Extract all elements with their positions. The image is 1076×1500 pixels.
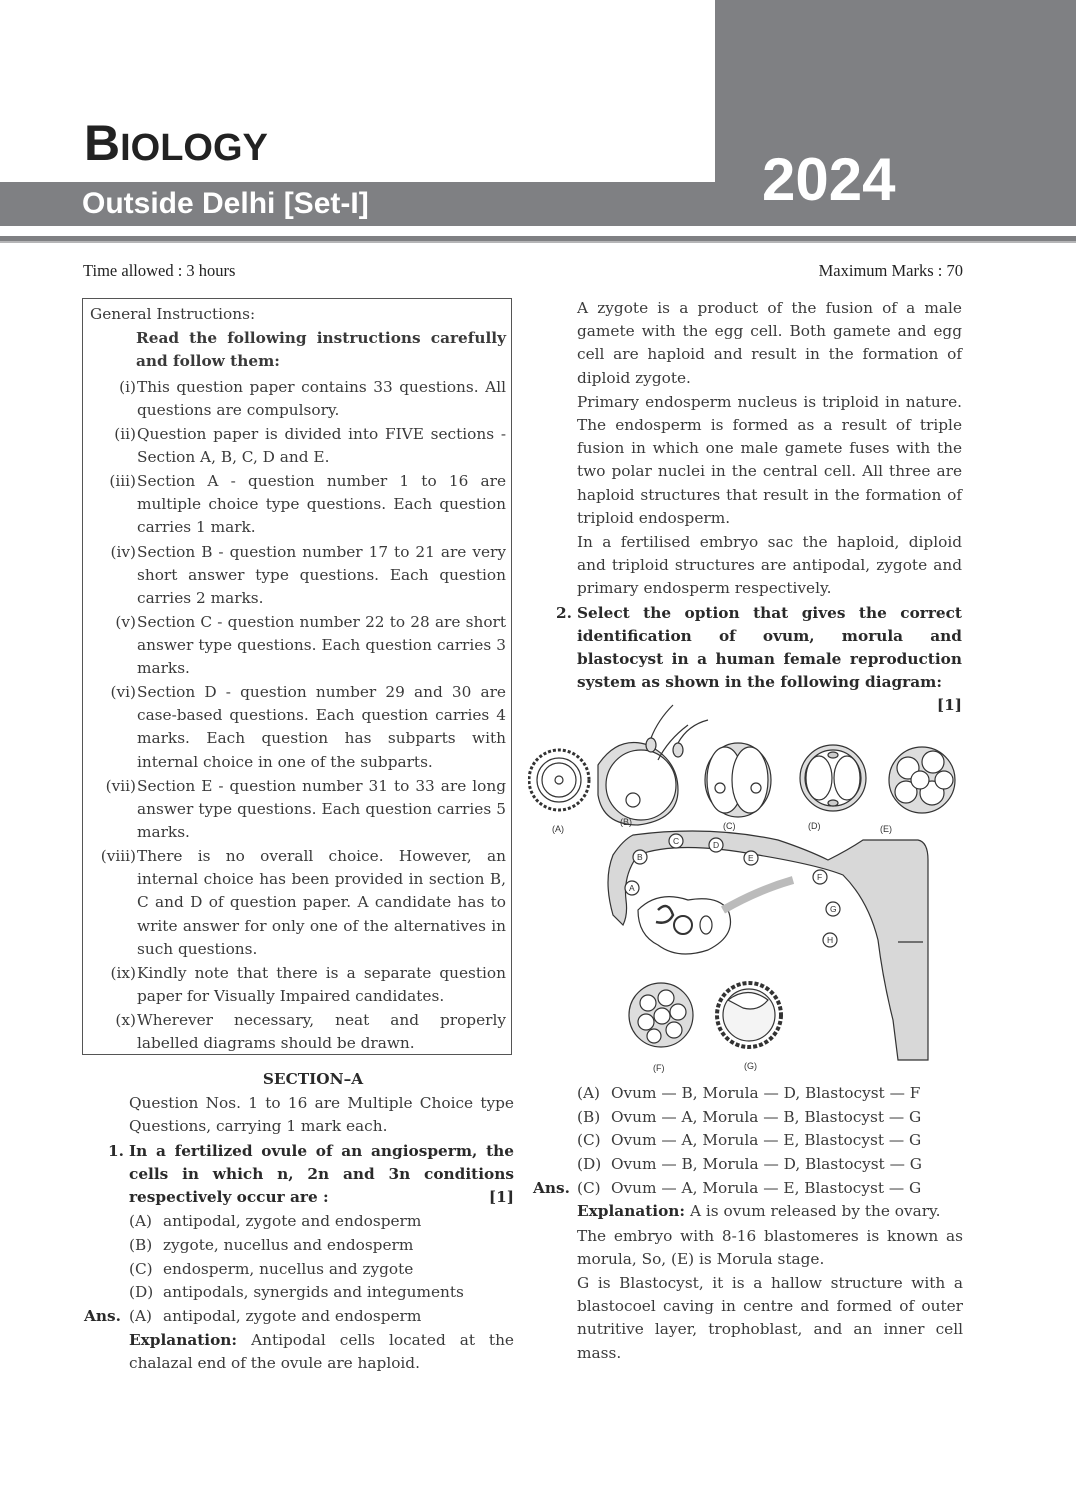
option-text: Ovum — A, Morula — E, Blastocyst — G <box>611 1131 922 1150</box>
instruction-text: Section A - question number 1 to 16 are multiple choice type questions. Each question carries 1 mark. <box>137 472 506 537</box>
instruction-text: Kindly note that there is a separate question paper for Visually Impaired candidates. <box>137 964 506 1006</box>
option-item <box>577 1153 963 1177</box>
instructions-lead: Read the following instructions carefully and follow them: <box>136 329 506 371</box>
option-text: Ovum — B, Morula — D, Blastocyst — G <box>611 1155 922 1174</box>
answer-option-text: antipodal, zygote and endosperm <box>163 1306 422 1325</box>
stage-d-four-cell <box>800 745 866 811</box>
q2-options-area <box>533 1082 963 1365</box>
instruction-number: (iii) <box>109 472 136 490</box>
q2-answer <box>533 1177 963 1201</box>
question-1 <box>82 1140 514 1210</box>
paper-subtitle: Outside Delhi [Set-I] <box>82 187 369 220</box>
instruction-text: Section B - question number 17 to 21 are very short answer type questions. Each question carries 2 marks. <box>137 543 506 608</box>
question-text: In a fertilized ovule of an angiosperm, the cells in which n, 2n and 3n conditions respectively occur are : [1] <box>129 1140 514 1210</box>
instruction-text: This question paper contains 33 questions. All questions are compulsory. <box>137 378 506 420</box>
answer-option-text: Ovum — A, Morula — E, Blastocyst — G <box>611 1178 922 1197</box>
max-marks: Maximum Marks : 70 <box>818 261 963 280</box>
instruction-number: (vii) <box>105 777 136 795</box>
q1-options <box>129 1210 514 1305</box>
option-label: (D) <box>577 1155 602 1174</box>
option-label: (C) <box>577 1131 601 1150</box>
option-item <box>129 1281 514 1305</box>
answer-label: Ans. <box>533 1178 570 1197</box>
option-label: (B) <box>577 1107 601 1126</box>
instruction-number: (v) <box>115 613 136 631</box>
answer-option-label: (C) <box>577 1178 601 1197</box>
option-label: (D) <box>129 1283 154 1302</box>
svg-text:(A): (A) <box>552 824 564 834</box>
option-item <box>129 1258 514 1282</box>
q1-answer <box>82 1305 514 1329</box>
explanation-paragraph: In a fertilised embryo sac the haploid, diploid and triploid structures are antipodal, zygote and primary endosperm respectively. <box>577 533 962 598</box>
svg-text:B: B <box>637 852 643 862</box>
explanation-paragraph: A zygote is a product of the fusion of a male gamete with the egg cell. Both gamete and egg cell are haploid and result in the formation of diploid zygote. <box>577 299 962 387</box>
option-text: Ovum — A, Morula — B, Blastocyst — G <box>611 1107 922 1126</box>
option-item <box>129 1234 514 1258</box>
svg-text:A: A <box>629 883 635 893</box>
stage-c-two-cell <box>705 743 771 817</box>
svg-text:F: F <box>817 872 823 882</box>
instruction-text: Wherever necessary, neat and properly labelled diagrams should be drawn. <box>137 1011 506 1053</box>
paper-year: 2024 <box>762 146 896 213</box>
svg-text:(C): (C) <box>723 821 736 831</box>
instruction-text: Section E - question number 31 to 33 are long answer type questions. Each question carries 5 marks. <box>137 777 506 842</box>
subject-title: BIOLOGY <box>84 115 268 171</box>
option-label: (A) <box>577 1084 600 1102</box>
instruction-number: (ii) <box>114 425 136 443</box>
q2-options <box>577 1082 963 1177</box>
answer-option-label: (A) <box>129 1306 152 1325</box>
instruction-number: (viii) <box>100 847 136 865</box>
instructions-heading: General Instructions: <box>90 305 256 323</box>
option-text: antipodal, zygote and endosperm <box>163 1212 422 1231</box>
instruction-number: (i) <box>119 378 136 396</box>
option-item <box>129 1210 514 1234</box>
stage-e-morula <box>889 747 955 813</box>
option-text: Ovum — B, Morula — D, Blastocyst — F <box>611 1084 921 1102</box>
option-item <box>577 1129 963 1153</box>
instruction-text: Section D - question number 29 and 30 are case-based questions. Each question carries 4 marks. Each question has subparts with internal choice in one of the subparts. <box>137 683 506 771</box>
option-label: (C) <box>129 1259 153 1278</box>
instruction-number: (iv) <box>110 543 136 561</box>
question-marks: [1] <box>488 1188 514 1207</box>
instruction-text: There is no overall choice. However, an internal choice has been provided in section B, C and D of question paper. A candidate has to write answer for only one of the alternatives in such questions. <box>137 847 506 958</box>
svg-text:(D): (D) <box>808 821 821 831</box>
instruction-text: Question paper is divided into FIVE sections - Section A, B, C, D and E. <box>137 425 506 467</box>
stage-b-fertilization <box>598 705 708 825</box>
question-marks: [1] <box>936 696 962 715</box>
answer-label: Ans. <box>84 1306 121 1325</box>
q1-explanation: Explanation: Antipodal cells located at the chalazal end of the ovule are haploid. <box>129 1330 514 1372</box>
section-a <box>82 1068 514 1375</box>
instruction-text: Section C - question number 22 to 28 are short answer type questions. Each question carries 3 marks. <box>137 613 506 678</box>
svg-text:E: E <box>748 853 754 863</box>
general-instructions-box <box>82 298 512 1055</box>
svg-text:D: D <box>713 840 720 850</box>
option-text: antipodals, synergids and integuments <box>163 1283 464 1302</box>
svg-text:(G): (G) <box>744 1061 757 1071</box>
q2-explanation: Explanation: A is ovum released by the ovary. The embryo with 8-16 blastomeres is known as morula, So, (E) is Morula stage. G is Blastocyst, it is a hallow structure with a blastocoel caving in centre and formed of outer nutritive layer, trophoblast, and an inner cell mass. <box>577 1200 963 1364</box>
explanation-paragraph: G is Blastocyst, it is a hallow structure with a blastocoel caving in centre and formed of outer nutritive layer, trophoblast, and an inner cell mass. <box>577 1274 963 1362</box>
svg-text:(F): (F) <box>653 1063 665 1073</box>
option-item <box>577 1106 963 1130</box>
stage-f-cluster <box>629 983 693 1047</box>
stage-a-ovum <box>529 750 589 810</box>
option-text: zygote, nucellus and endosperm <box>163 1235 414 1254</box>
svg-text:H: H <box>827 935 834 945</box>
svg-text:C: C <box>673 836 680 846</box>
question-2 <box>556 602 962 715</box>
svg-text:(B): (B) <box>620 817 632 827</box>
stage-g-blastocyst <box>717 983 781 1047</box>
option-label: (A) <box>129 1212 152 1231</box>
reproductive-system-diagram <box>528 700 973 1080</box>
svg-text:G: G <box>830 904 837 914</box>
explanation-paragraph: Primary endosperm nucleus is triploid in nature. The endosperm is formed as a result of triple fusion in which one male gamete fuses with the two polar nuclei in the central cell. All three are haploid structures that result in the formation of triploid endosperm. <box>577 392 962 527</box>
section-intro: Question Nos. 1 to 16 are Multiple Choice type Questions, carrying 1 mark each. <box>129 1094 514 1136</box>
question-number: 1. <box>108 1141 124 1160</box>
section-title: SECTION–A <box>262 1070 364 1088</box>
header-rule-light <box>0 241 1076 243</box>
instruction-number: (vi) <box>110 683 136 701</box>
q1-explanation-continued <box>556 297 962 718</box>
svg-text:(E): (E) <box>880 824 892 834</box>
question-number: 2. <box>556 603 572 622</box>
option-label: (B) <box>129 1235 153 1254</box>
explanation-paragraph: The embryo with 8-16 blastomeres is known as morula, So, (E) is Morula stage. <box>577 1226 963 1268</box>
time-allowed: Time allowed : 3 hours <box>83 261 236 280</box>
instruction-number: (ix) <box>110 964 136 982</box>
option-text: endosperm, nucellus and zygote <box>163 1259 414 1278</box>
option-item <box>577 1082 963 1106</box>
question-text: Select the option that gives the correct identification of ovum, morula and blastocyst in a human female reproduction system as shown in the following diagram: [1] <box>577 602 962 695</box>
instruction-number: (x) <box>115 1011 136 1029</box>
